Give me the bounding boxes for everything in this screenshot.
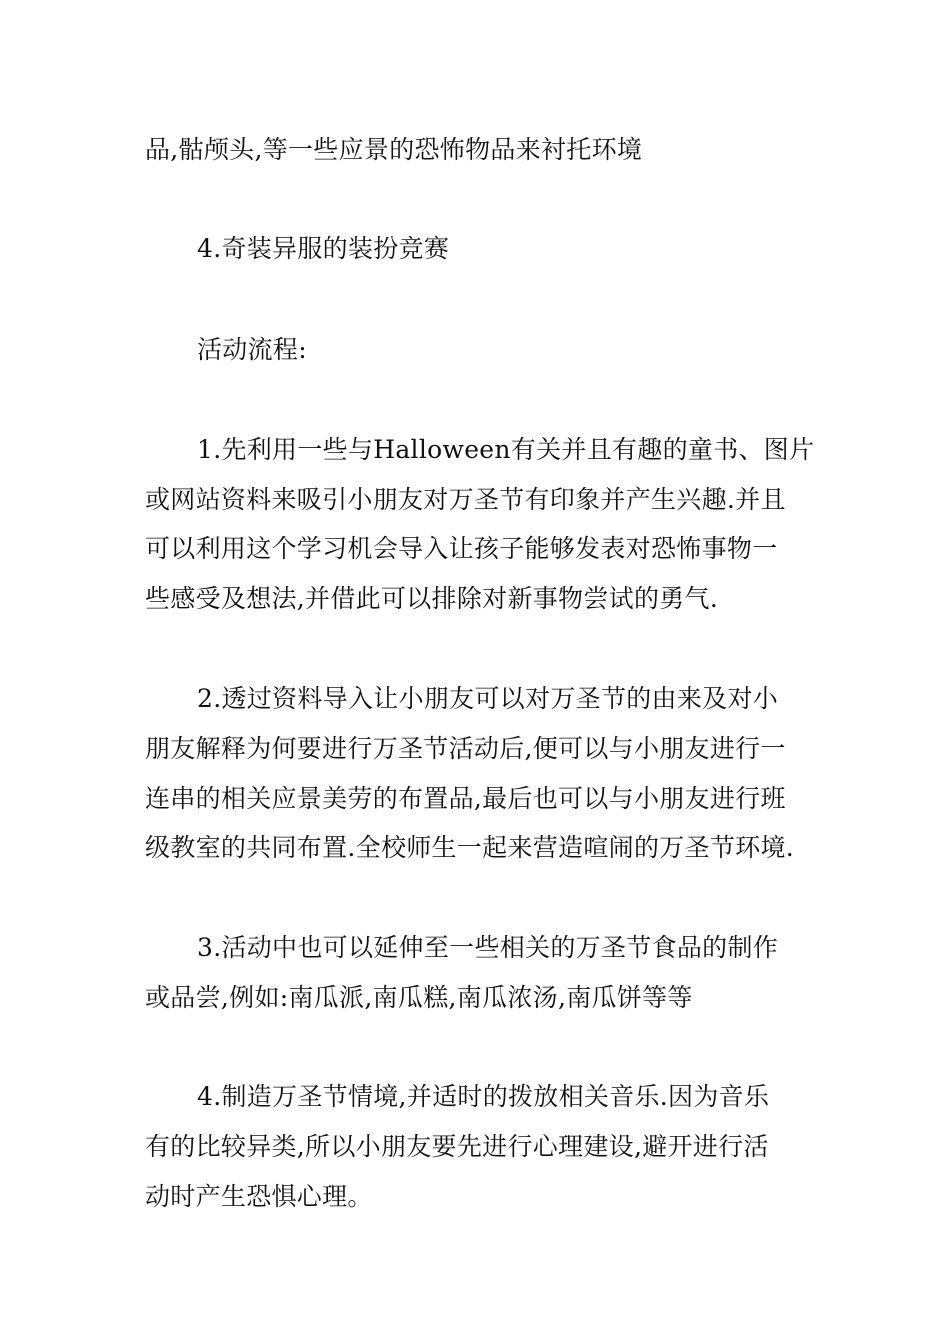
- paragraph-line: 4.制造万圣节情境,并适时的拨放相关音乐.因为音乐: [197, 1082, 770, 1111]
- paragraph-line: 3.活动中也可以延伸至一些相关的万圣节食品的制作: [197, 933, 779, 962]
- paragraph-line: 连串的相关应景美劳的布置品,最后也可以与小朋友进行班: [145, 784, 786, 813]
- paragraph-line: 2.透过资料导入让小朋友可以对万圣节的由来及对小: [197, 684, 779, 713]
- paragraph-line: 或网站资料来吸引小朋友对万圣节有印象并产生兴趣.并且: [145, 485, 786, 514]
- paragraph-line: 级教室的共同布置.全校师生一起来营造喧闹的万圣节环境.: [145, 833, 794, 862]
- paragraph-line: 朋友解释为何要进行万圣节活动后,便可以与小朋友进行一: [145, 734, 786, 763]
- paragraph-line: 有的比较异类,所以小朋友要先进行心理建设,避开进行活: [145, 1132, 769, 1161]
- paragraph-line: 4.奇装异服的装扮竞赛: [197, 234, 450, 263]
- paragraph-line: 可以利用这个学习机会导入让孩子能够发表对恐怖事物一: [145, 534, 778, 563]
- paragraph-line: 品,骷颅头,等一些应景的恐怖物品来衬托环境: [145, 135, 643, 164]
- paragraph-line: 些感受及想法,并借此可以排除对新事物尝试的勇气.: [145, 584, 719, 613]
- paragraph-line: 或品尝,例如:南瓜派,南瓜糕,南瓜浓汤,南瓜饼等等: [145, 983, 693, 1012]
- section-heading: 活动流程:: [197, 335, 307, 364]
- paragraph-line: 动时产生恐惧心理。: [145, 1182, 373, 1211]
- paragraph-line: 1.先利用一些与Halloween有关并且有趣的童书、图片: [197, 435, 815, 464]
